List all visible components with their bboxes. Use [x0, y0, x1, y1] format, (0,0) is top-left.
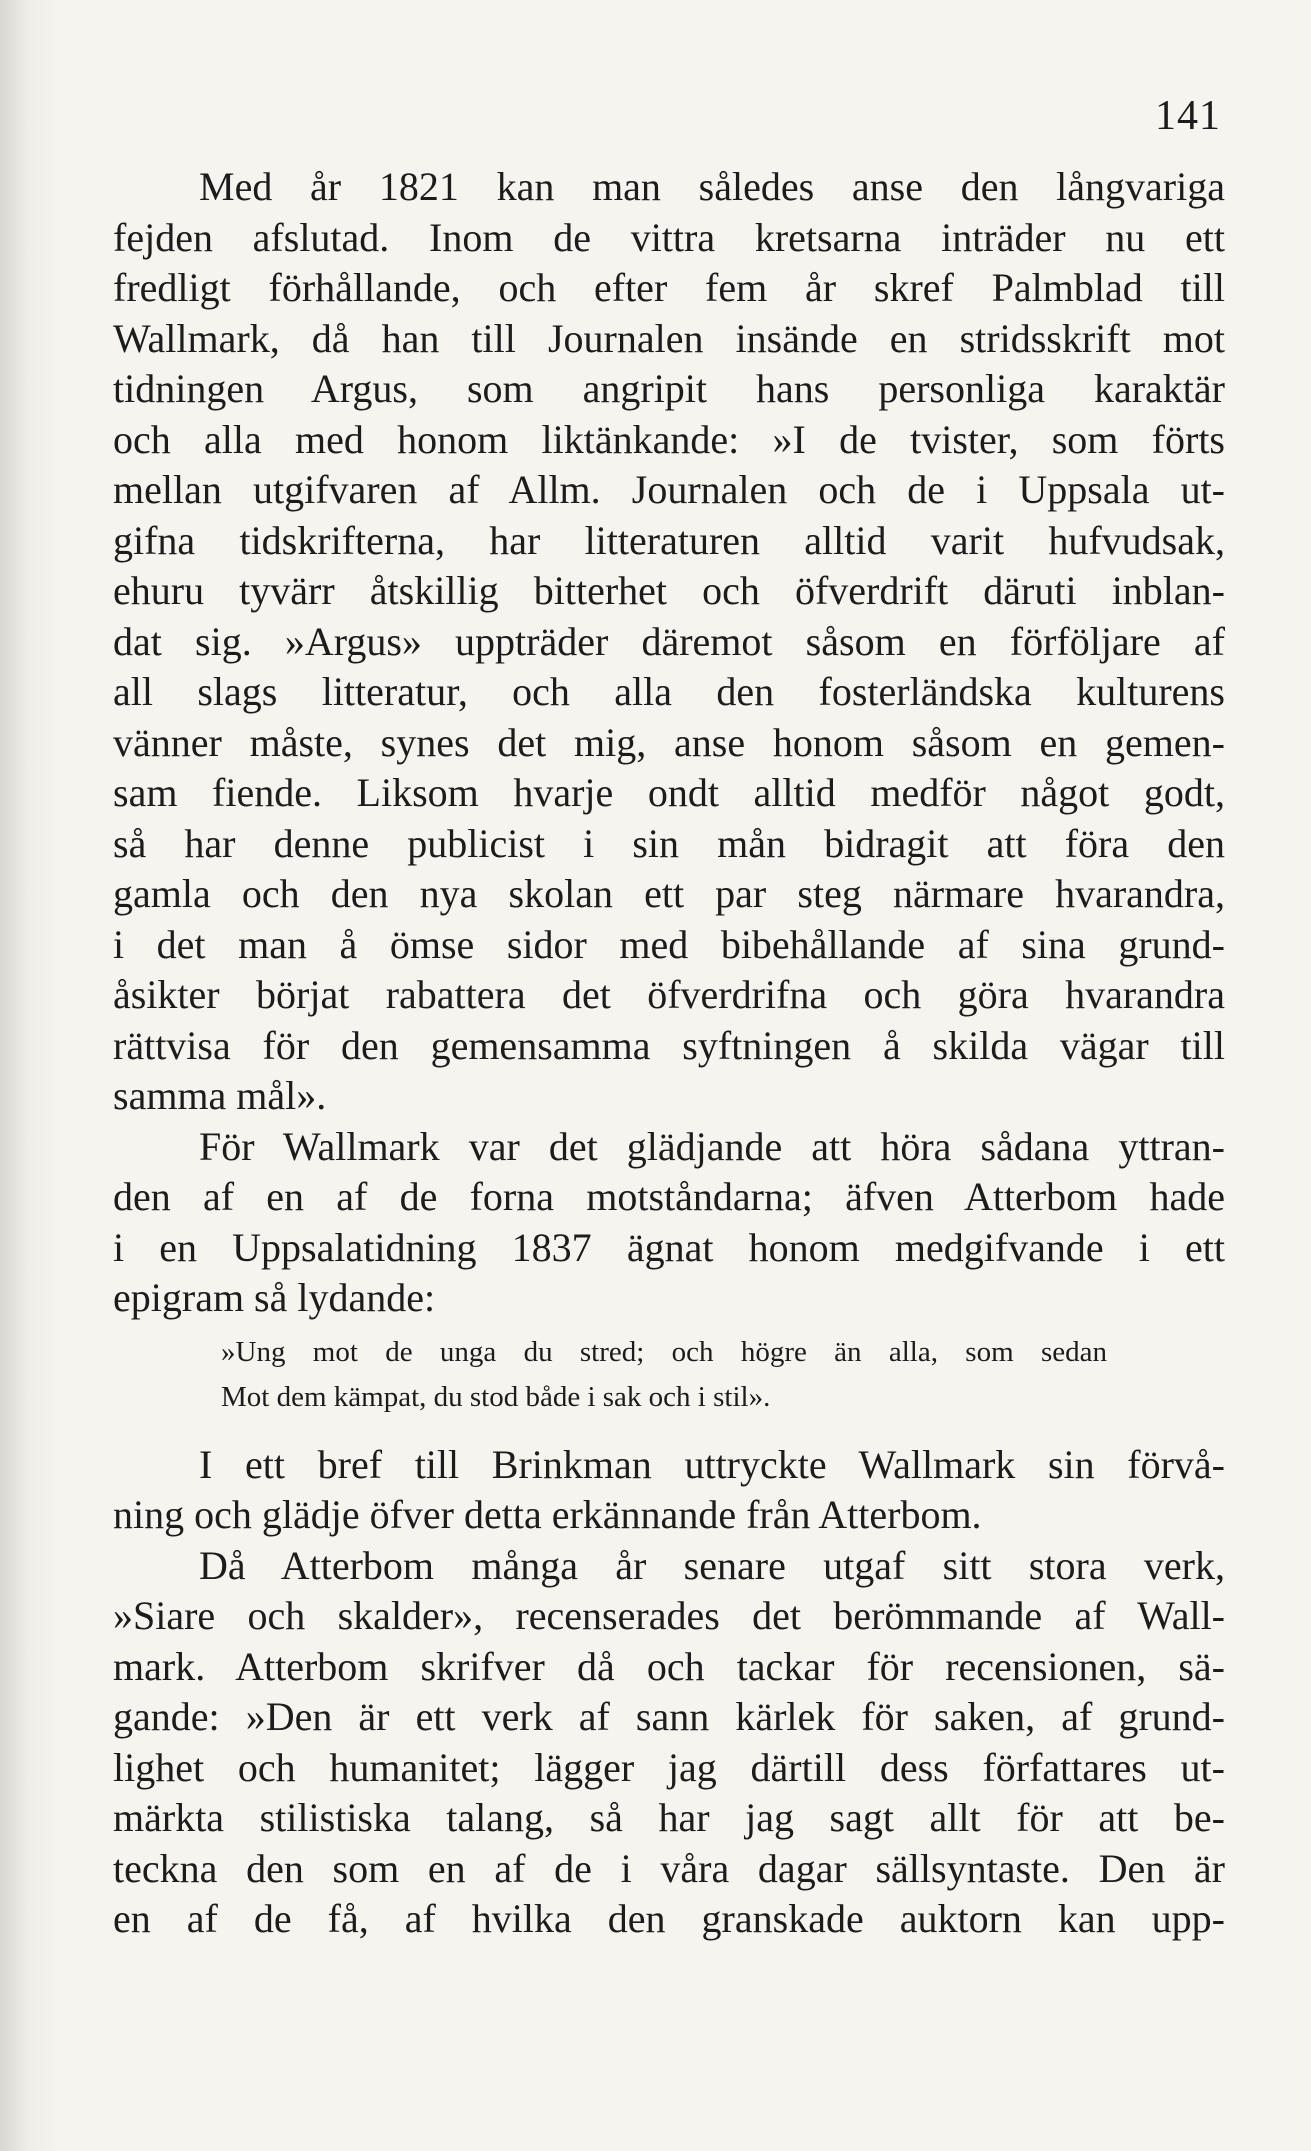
text-line: I ett bref till Brinkman uttryckte Wallmark sin förvå-: [199, 1441, 1225, 1487]
page-number: 141: [1155, 93, 1221, 139]
text-line: gifna tidskrifterna, har litteraturen alltid varit hufvudsak,: [113, 517, 1225, 563]
text-line: samma mål».: [113, 1073, 327, 1118]
text-line: vänner måste, synes det mig, anse honom såsom en gemen-: [113, 719, 1225, 765]
body-text: [113, 162, 1225, 1945]
text-line: lighet och humanitet; lägger jag därtill dess författares ut-: [113, 1744, 1225, 1790]
text-line: Med år 1821 kan man således anse den långvariga: [199, 164, 1225, 209]
text-line: ehuru tyvärr åtskillig bitterhet och öfverdrift däruti inblan-: [113, 568, 1225, 613]
text-line: mellan utgifvaren af Allm. Journalen och de i Uppsala ut-: [113, 467, 1225, 512]
text-line: i det man å ömse sidor med bibehållande af sina grund-: [113, 921, 1225, 967]
text-line: Då Atterbom många år senare utgaf sitt stora verk,: [199, 1542, 1225, 1588]
text-line: mark. Atterbom skrifver då och tackar för recensionen, sä-: [113, 1643, 1225, 1689]
text-line: teckna den som en af de i våra dagar sällsyntaste. Den är: [113, 1845, 1225, 1891]
text-line: gamla och den nya skolan ett par steg närmare hvarandra,: [113, 871, 1225, 916]
text-line: en af de få, af hvilka den granskade auktorn kan upp-: [113, 1896, 1225, 1941]
epigram-line: »Ung mot de unga du stred; och högre än alla, som sedan: [221, 1335, 1107, 1368]
text-line: tidningen Argus, som angripit hans personliga karaktär: [113, 366, 1225, 411]
text-line: dat sig. »Argus» uppträder däremot såsom en förföljare af: [113, 618, 1225, 664]
text-line: i en Uppsalatidning 1837 ägnat honom medgifvande i ett: [113, 1224, 1225, 1270]
text-line: märkta stilistiska talang, så har jag sagt allt för att be-: [113, 1795, 1225, 1840]
text-line: »Siare och skalder», recenserades det berömmande af Wall-: [113, 1593, 1225, 1638]
text-line: Wallmark, då han till Journalen insände en stridsskrift mot: [113, 315, 1225, 361]
text-line: fredligt förhållande, och efter fem år skref Palmblad till: [113, 265, 1225, 310]
text-line: sam fiende. Liksom hvarje ondt alltid medför något godt,: [113, 770, 1225, 815]
text-line: den af en af de forna motståndarna; äfven Atterbom hade: [113, 1174, 1225, 1219]
text-line: rättvisa för den gemensamma syftningen å skilda vägar till: [113, 1022, 1225, 1068]
text-line: epigram så lydande:: [113, 1275, 436, 1320]
text-line: all slags litteratur, och alla den fosterländska kulturens: [113, 669, 1225, 714]
text-line: ning och glädje öfver detta erkännande från Atterbom.: [113, 1492, 982, 1537]
epigram-line: Mot dem kämpat, du stod både i sak och i stil».: [221, 1380, 771, 1413]
text-line: gande: »Den är ett verk af sann kärlek för saken, af grund-: [113, 1694, 1225, 1739]
text-line: För Wallmark var det glädjande att höra sådana yttran-: [199, 1123, 1225, 1169]
text-line: fejden afslutad. Inom de vittra kretsarna inträder nu ett: [113, 214, 1225, 260]
text-line: och alla med honom liktänkande: »I de tvister, som förts: [113, 416, 1225, 462]
text-line: så har denne publicist i sin mån bidragit att föra den: [113, 820, 1225, 866]
text-line: åsikter börjat rabattera det öfverdrifna och göra hvarandra: [113, 972, 1225, 1017]
